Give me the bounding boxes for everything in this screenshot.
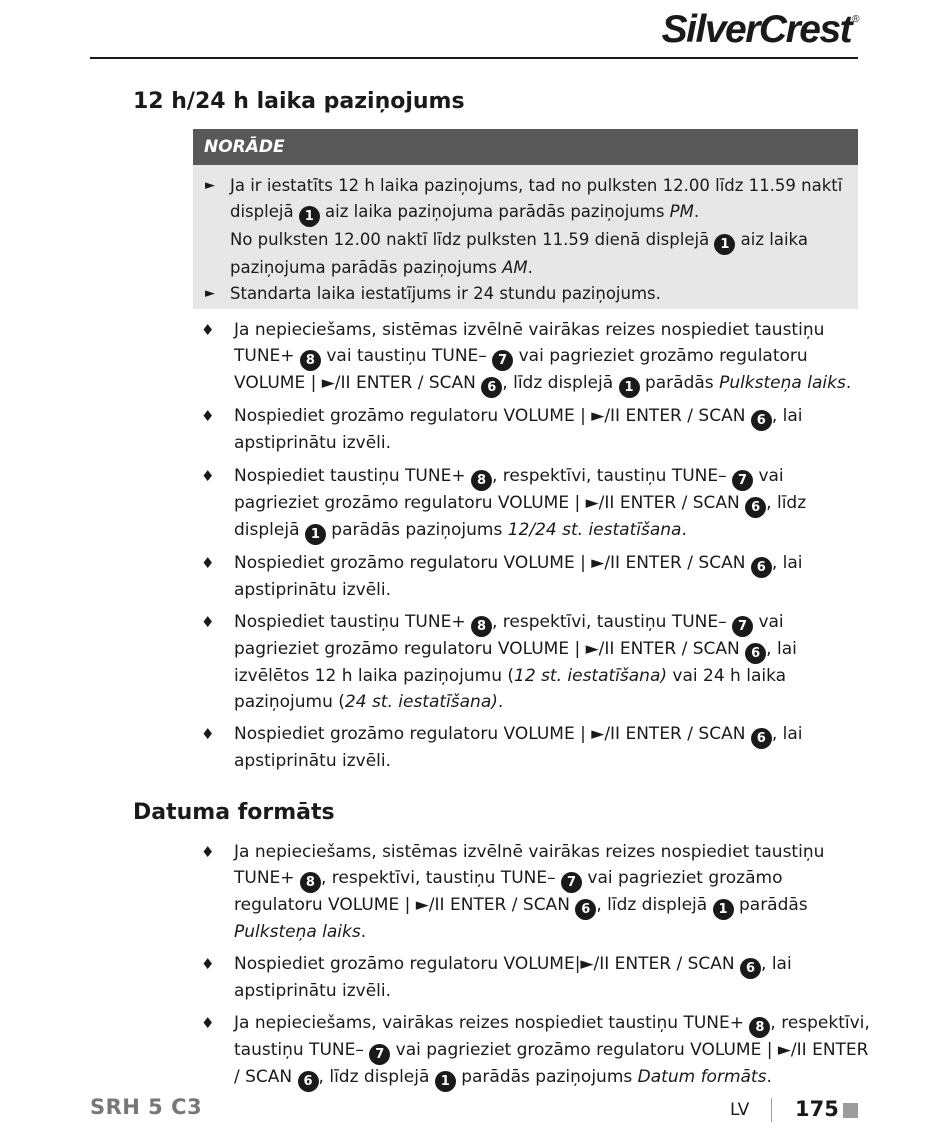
step-text xyxy=(234,952,873,1005)
footer-divider xyxy=(771,1098,772,1122)
text: Ja nepieciešams, sistēmas izvēlnē vairākas reizes nospiediet taustiņu TUNE+ xyxy=(234,320,825,366)
note-body xyxy=(193,165,858,307)
text: aiz laika paziņojuma parādās paziņojums xyxy=(319,202,670,221)
text: . xyxy=(681,519,687,540)
number-7-icon: 7 xyxy=(492,350,513,371)
section-title-time-format: 12 h/24 h laika paziņojums xyxy=(133,89,465,114)
text: vai pagrieziet grozāmo regulatoru VOLUME | ►/II ENTER / SCAN xyxy=(234,345,808,393)
step-item xyxy=(193,1011,873,1092)
number-6-icon: 6 xyxy=(751,728,772,749)
text: Nospiediet grozāmo regulatoru VOLUME | ►/II ENTER / SCAN xyxy=(234,553,751,574)
display-message: 24 st. iestatīšana) xyxy=(344,692,498,713)
note-heading: NORĀDE xyxy=(193,129,858,165)
step-text xyxy=(234,1011,873,1092)
display-message: Pulksteņa laiks xyxy=(234,921,361,942)
text: , lai apstiprinātu izvēli. xyxy=(234,954,792,1002)
diamond-bullet-icon: ♦ xyxy=(201,955,215,974)
am-label: AM xyxy=(502,258,528,277)
text: , respektīvi, taustiņu TUNE– xyxy=(234,1013,870,1061)
text: Ja ir iestatīts 12 h laika paziņojums, tad no pulksten 12.00 līdz 11.59 naktī displejā xyxy=(230,176,843,221)
note-item xyxy=(193,281,848,307)
text: vai taustiņu TUNE– xyxy=(320,345,493,366)
display-message: Datum formāts xyxy=(637,1067,767,1088)
number-7-icon: 7 xyxy=(732,616,753,637)
step-item xyxy=(193,404,873,457)
step-text xyxy=(234,318,873,398)
model-name: SRH 5 C3 xyxy=(90,1095,203,1119)
step-item xyxy=(193,952,873,1005)
display-message: 12 st. iestatīšana) xyxy=(514,666,668,687)
text: , lai izvēlētos 12 h laika paziņojumu ( xyxy=(234,639,797,687)
number-6-icon: 6 xyxy=(745,643,766,664)
number-6-icon: 6 xyxy=(745,497,766,518)
text: Nospiediet taustiņu TUNE+ xyxy=(234,612,471,633)
text: . xyxy=(766,1067,772,1088)
diamond-bullet-icon: ♦ xyxy=(201,1014,215,1033)
text: , respektīvi, taustiņu TUNE– xyxy=(491,612,733,633)
text: Nospiediet grozāmo regulatoru VOLUME | ►/II ENTER / SCAN xyxy=(234,724,751,745)
text: parādās xyxy=(639,372,720,393)
text: . xyxy=(497,692,504,713)
diamond-bullet-icon: ♦ xyxy=(201,466,215,485)
note-item-text: Standarta laika iestatījums ir 24 stundu paziņojums. xyxy=(230,284,661,303)
diamond-bullet-icon: ♦ xyxy=(201,321,215,339)
arrow-bullet-icon: ► xyxy=(205,178,215,193)
text: , respektīvi, taustiņu TUNE– xyxy=(320,867,561,888)
number-1-icon: 1 xyxy=(713,899,734,920)
text: parādās paziņojums xyxy=(455,1067,638,1088)
text: , līdz displejā xyxy=(234,492,807,540)
step-text xyxy=(234,722,873,775)
text: , līdz displejā xyxy=(502,372,619,393)
section-title-date-format: Datuma formāts xyxy=(133,800,335,825)
square-marker-icon xyxy=(843,1103,858,1118)
text: , līdz displejā xyxy=(318,1067,435,1088)
number-7-icon: 7 xyxy=(561,872,582,893)
registered-mark: ® xyxy=(852,14,858,25)
pm-label: PM xyxy=(669,202,694,221)
note-item xyxy=(193,173,848,281)
text: parādās xyxy=(733,894,808,915)
text: vai pagrieziet grozāmo regulatoru VOLUME | ►/II ENTER / SCAN xyxy=(234,465,784,513)
text: Nospiediet taustiņu TUNE+ xyxy=(234,465,471,486)
text: vai pagrieziet grozāmo regulatoru VOLUME | ►/II ENTER / SCAN xyxy=(234,612,784,660)
steps-list-date-format xyxy=(193,840,873,1099)
number-6-icon: 6 xyxy=(751,410,772,431)
number-1-icon: 1 xyxy=(305,524,326,545)
text: vai pagrieziet grozāmo regulatoru VOLUME | ►/II ENTER / SCAN xyxy=(234,867,783,915)
step-item xyxy=(193,318,873,398)
text: . xyxy=(693,202,700,221)
brand-logo xyxy=(662,8,858,52)
diamond-bullet-icon: ♦ xyxy=(201,843,215,861)
step-text xyxy=(234,840,873,946)
arrow-bullet-icon: ► xyxy=(205,286,215,301)
note-item-text xyxy=(230,173,848,281)
text: . xyxy=(527,258,533,277)
language-code: LV xyxy=(730,1100,750,1120)
diamond-bullet-icon: ♦ xyxy=(201,407,215,426)
number-1-icon: 1 xyxy=(619,377,640,398)
diamond-bullet-icon: ♦ xyxy=(201,554,215,573)
text: aiz laika paziņojuma parādās paziņojums xyxy=(230,230,808,277)
text: . xyxy=(360,921,367,942)
number-7-icon: 7 xyxy=(369,1044,390,1065)
text: Ja nepieciešams, sistēmas izvēlnē vairākas reizes nospiediet taustiņu TUNE+ xyxy=(234,842,825,888)
number-8-icon: 8 xyxy=(471,616,492,637)
step-item xyxy=(193,722,873,775)
diamond-bullet-icon: ♦ xyxy=(201,725,215,744)
number-8-icon: 8 xyxy=(471,470,492,491)
page-number: 175 xyxy=(795,1097,839,1121)
step-text xyxy=(234,464,873,545)
number-6-icon: 6 xyxy=(481,377,502,398)
header-rule xyxy=(90,57,858,59)
diamond-bullet-icon: ♦ xyxy=(201,613,215,632)
brand-name: SilverCrest xyxy=(661,8,852,51)
number-1-icon: 1 xyxy=(299,206,320,227)
text: , lai apstiprinātu izvēli. xyxy=(234,553,803,601)
text: Ja nepieciešams, vairākas reizes nospiediet taustiņu TUNE+ xyxy=(234,1013,750,1034)
text: , respektīvi, taustiņu TUNE– xyxy=(491,465,733,486)
step-text xyxy=(234,404,873,457)
text: Nospiediet grozāmo regulatoru VOLUME|►/II ENTER / SCAN xyxy=(234,954,741,975)
number-8-icon: 8 xyxy=(300,350,321,371)
number-1-icon: 1 xyxy=(435,1071,456,1092)
text: vai 24 h laika paziņojumu ( xyxy=(234,666,787,713)
number-6-icon: 6 xyxy=(751,557,772,578)
step-text xyxy=(234,610,873,716)
number-6-icon: 6 xyxy=(575,899,596,920)
text: . xyxy=(845,372,852,393)
display-message: Pulksteņa laiks xyxy=(719,372,846,393)
text: , līdz displejā xyxy=(596,894,713,915)
number-1-icon: 1 xyxy=(714,234,735,255)
text: parādās paziņojums xyxy=(325,519,508,540)
text: , lai apstiprinātu izvēli. xyxy=(234,406,803,454)
number-8-icon: 8 xyxy=(749,1017,770,1038)
steps-list-time-format xyxy=(193,318,873,782)
number-7-icon: 7 xyxy=(732,470,753,491)
number-8-icon: 8 xyxy=(300,872,321,893)
step-item xyxy=(193,840,873,946)
text: Nospiediet grozāmo regulatoru VOLUME | ►/II ENTER / SCAN xyxy=(234,406,751,427)
number-6-icon: 6 xyxy=(740,958,761,979)
number-6-icon: 6 xyxy=(298,1071,319,1092)
text: vai pagrieziet grozāmo regulatoru VOLUME | ►/II ENTER / SCAN xyxy=(234,1040,869,1088)
text: No pulksten 12.00 naktī līdz pulksten 11.59 dienā displejā xyxy=(230,230,715,249)
text: , lai apstiprinātu izvēli. xyxy=(234,724,803,772)
step-item xyxy=(193,464,873,545)
step-item xyxy=(193,610,873,716)
display-message: 12/24 st. iestatīšana xyxy=(507,519,682,540)
step-text xyxy=(234,551,873,604)
note-box xyxy=(193,129,858,309)
step-item xyxy=(193,551,873,604)
